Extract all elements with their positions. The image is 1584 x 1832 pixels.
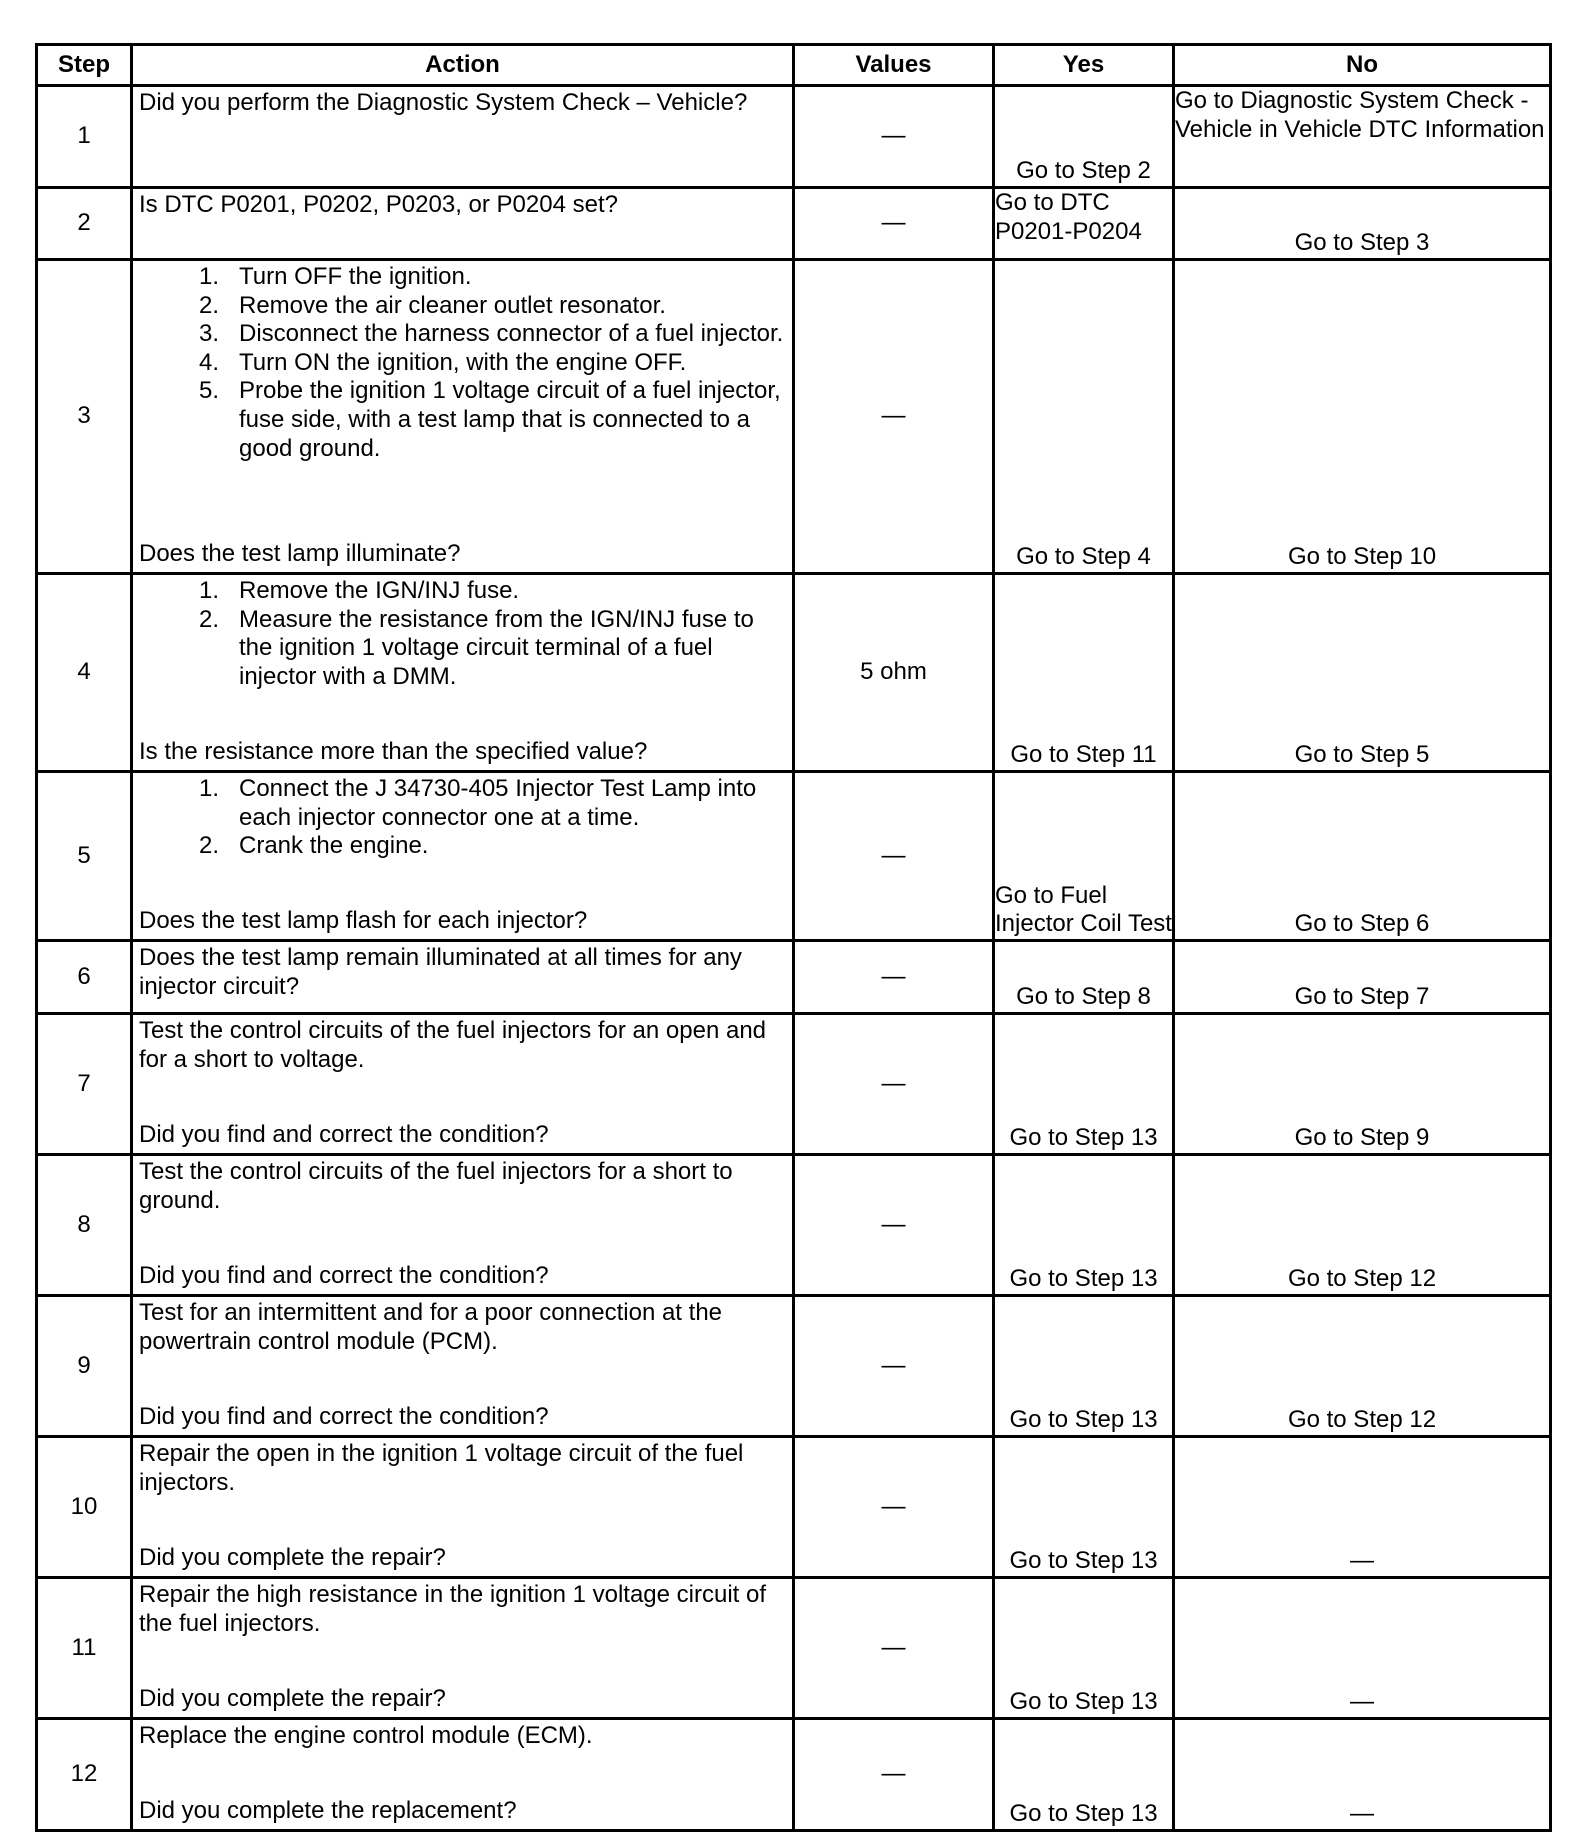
action-question: Is the resistance more than the specified value? <box>139 738 648 766</box>
values-cell: — <box>794 86 994 188</box>
list-item <box>139 292 786 321</box>
list-item <box>139 377 786 463</box>
yes-cell: Go to Fuel Injector Coil Test <box>994 772 1174 941</box>
values-cell: — <box>794 1719 994 1831</box>
action-top <box>139 1722 786 1751</box>
action-top <box>139 1440 786 1497</box>
values-cell: — <box>794 1155 994 1296</box>
no-cell: — <box>1174 1578 1551 1719</box>
action-cell <box>132 1014 794 1155</box>
list-item-text: Turn ON the ignition, with the engine OFF. <box>239 348 687 376</box>
table-row <box>37 86 1551 188</box>
values-cell: — <box>794 1437 994 1578</box>
yes-cell: Go to Step 2 <box>994 86 1174 188</box>
table-row <box>37 1437 1551 1578</box>
header-step: Step <box>37 45 132 86</box>
list-item <box>139 606 786 692</box>
no-cell: Go to Step 7 <box>1174 941 1551 1014</box>
step-number: 12 <box>37 1719 132 1831</box>
yes-cell: Go to Step 8 <box>994 941 1174 1014</box>
action-intro: Does the test lamp remain illuminated at all times for any injector circuit? <box>139 944 742 1000</box>
action-intro: Replace the engine control module (ECM). <box>139 1722 593 1749</box>
action-cell <box>132 1437 794 1578</box>
list-item-text: Turn OFF the ignition. <box>239 263 472 290</box>
table-row <box>37 1014 1551 1155</box>
action-top <box>139 1581 786 1638</box>
step-number: 8 <box>37 1155 132 1296</box>
yes-cell: Go to Step 13 <box>994 1719 1174 1831</box>
step-number: 9 <box>37 1296 132 1437</box>
list-item-text: Remove the air cleaner outlet resonator. <box>239 291 666 319</box>
header-action: Action <box>132 45 794 86</box>
yes-cell: Go to Step 13 <box>994 1155 1174 1296</box>
action-intro: Test the control circuits of the fuel injectors for a short to ground. <box>139 1158 733 1214</box>
list-item <box>139 263 786 292</box>
values-cell: — <box>794 1578 994 1719</box>
table-body <box>37 86 1551 1831</box>
action-top <box>139 191 786 220</box>
action-cell <box>132 574 794 772</box>
header-values: Values <box>794 45 994 86</box>
action-cell <box>132 772 794 941</box>
action-step-list <box>139 263 786 463</box>
table-row <box>37 574 1551 772</box>
action-question: Did you find and correct the condition? <box>139 1121 549 1149</box>
action-question: Did you find and correct the condition? <box>139 1262 549 1290</box>
list-item-text: Disconnect the harness connector of a fuel injector. <box>239 320 784 348</box>
step-number: 11 <box>37 1578 132 1719</box>
table-row <box>37 1719 1551 1831</box>
no-cell: Go to Step 3 <box>1174 188 1551 260</box>
no-cell: Go to Step 12 <box>1174 1155 1551 1296</box>
table-row <box>37 1296 1551 1437</box>
header-row <box>37 45 1551 86</box>
list-item <box>139 320 786 349</box>
no-cell: Go to Step 12 <box>1174 1296 1551 1437</box>
action-cell <box>132 86 794 188</box>
table-row <box>37 188 1551 260</box>
no-cell: — <box>1174 1437 1551 1578</box>
action-top <box>139 1017 786 1074</box>
list-item <box>139 775 786 832</box>
action-intro: Test the control circuits of the fuel injectors for an open and for a short to voltage. <box>139 1017 767 1073</box>
action-top <box>139 944 786 1001</box>
table-row <box>37 1155 1551 1296</box>
list-item-number: 2. <box>198 291 219 319</box>
action-question: Did you complete the repair? <box>139 1544 446 1572</box>
action-step-list <box>139 577 786 691</box>
table-row <box>37 1578 1551 1719</box>
yes-cell: Go to DTC P0201-P0204 <box>994 188 1174 260</box>
action-question: Did you complete the repair? <box>139 1685 446 1713</box>
yes-cell: Go to Step 13 <box>994 1296 1174 1437</box>
no-cell: Go to Diagnostic System Check - Vehicle in Vehicle DTC Information <box>1174 86 1551 188</box>
no-cell: Go to Step 9 <box>1174 1014 1551 1155</box>
values-cell: 5 ohm <box>794 574 994 772</box>
action-intro: Test for an intermittent and for a poor connection at the powertrain control module (PCM). <box>139 1299 723 1355</box>
action-top <box>139 1299 786 1356</box>
list-item-number: 2. <box>198 832 219 860</box>
action-question: Did you complete the replacement? <box>139 1797 517 1825</box>
no-cell: Go to Step 5 <box>1174 574 1551 772</box>
table-row <box>37 260 1551 574</box>
action-question: Does the test lamp flash for each injector? <box>139 907 588 935</box>
list-item-text: Remove the IGN/INJ fuse. <box>239 577 520 604</box>
action-cell <box>132 1296 794 1437</box>
list-item-text: Measure the resistance from the IGN/INJ fuse to the ignition 1 voltage circuit terminal of a fuel injector with a DMM. <box>239 605 754 690</box>
step-number: 5 <box>37 772 132 941</box>
step-number: 3 <box>37 260 132 574</box>
list-item <box>139 349 786 378</box>
yes-cell: Go to Step 4 <box>994 260 1174 574</box>
action-cell <box>132 260 794 574</box>
values-cell: — <box>794 1296 994 1437</box>
list-item-number: 1. <box>198 263 219 290</box>
list-item-number: 3. <box>198 320 219 348</box>
values-cell: — <box>794 1014 994 1155</box>
action-question: Did you find and correct the condition? <box>139 1403 549 1431</box>
list-item <box>139 832 786 861</box>
step-number: 10 <box>37 1437 132 1578</box>
step-number: 6 <box>37 941 132 1014</box>
values-cell: — <box>794 772 994 941</box>
action-cell <box>132 1578 794 1719</box>
action-intro: Repair the high resistance in the ignition 1 voltage circuit of the fuel injectors. <box>139 1581 767 1637</box>
diagnostic-table <box>35 43 1552 1832</box>
action-intro: Did you perform the Diagnostic System Check – Vehicle? <box>139 89 748 116</box>
action-top <box>139 89 786 118</box>
action-cell <box>132 941 794 1014</box>
header-no: No <box>1174 45 1551 86</box>
action-cell <box>132 1155 794 1296</box>
yes-cell: Go to Step 13 <box>994 1437 1174 1578</box>
list-item <box>139 577 786 606</box>
values-cell: — <box>794 188 994 260</box>
action-cell <box>132 1719 794 1831</box>
no-cell: Go to Step 6 <box>1174 772 1551 941</box>
action-top <box>139 775 786 861</box>
list-item-text: Crank the engine. <box>239 832 429 860</box>
action-intro: Repair the open in the ignition 1 voltage circuit of the fuel injectors. <box>139 1440 744 1496</box>
action-top <box>139 1158 786 1215</box>
table-row <box>37 772 1551 941</box>
action-top <box>139 263 786 463</box>
list-item-text: Connect the J 34730-405 Injector Test Lamp into each injector connector one at a time. <box>239 775 757 831</box>
step-number: 1 <box>37 86 132 188</box>
action-top <box>139 577 786 691</box>
list-item-number: 1. <box>198 775 219 802</box>
yes-cell: Go to Step 13 <box>994 1578 1174 1719</box>
values-cell: — <box>794 941 994 1014</box>
list-item-number: 5. <box>198 377 219 405</box>
list-item-number: 4. <box>198 348 219 376</box>
list-item-number: 1. <box>198 577 219 604</box>
list-item-number: 2. <box>198 605 219 633</box>
header-yes: Yes <box>994 45 1174 86</box>
no-cell: — <box>1174 1719 1551 1831</box>
step-number: 4 <box>37 574 132 772</box>
step-number: 2 <box>37 188 132 260</box>
action-question: Does the test lamp illuminate? <box>139 540 461 568</box>
list-item-text: Probe the ignition 1 voltage circuit of a fuel injector, fuse side, with a test lamp that is connected to a good ground. <box>239 377 781 462</box>
yes-cell: Go to Step 13 <box>994 1014 1174 1155</box>
action-cell <box>132 188 794 260</box>
action-step-list <box>139 775 786 861</box>
no-cell: Go to Step 10 <box>1174 260 1551 574</box>
yes-cell: Go to Step 11 <box>994 574 1174 772</box>
table-row <box>37 941 1551 1014</box>
step-number: 7 <box>37 1014 132 1155</box>
action-intro: Is DTC P0201, P0202, P0203, or P0204 set? <box>139 191 618 218</box>
values-cell: — <box>794 260 994 574</box>
